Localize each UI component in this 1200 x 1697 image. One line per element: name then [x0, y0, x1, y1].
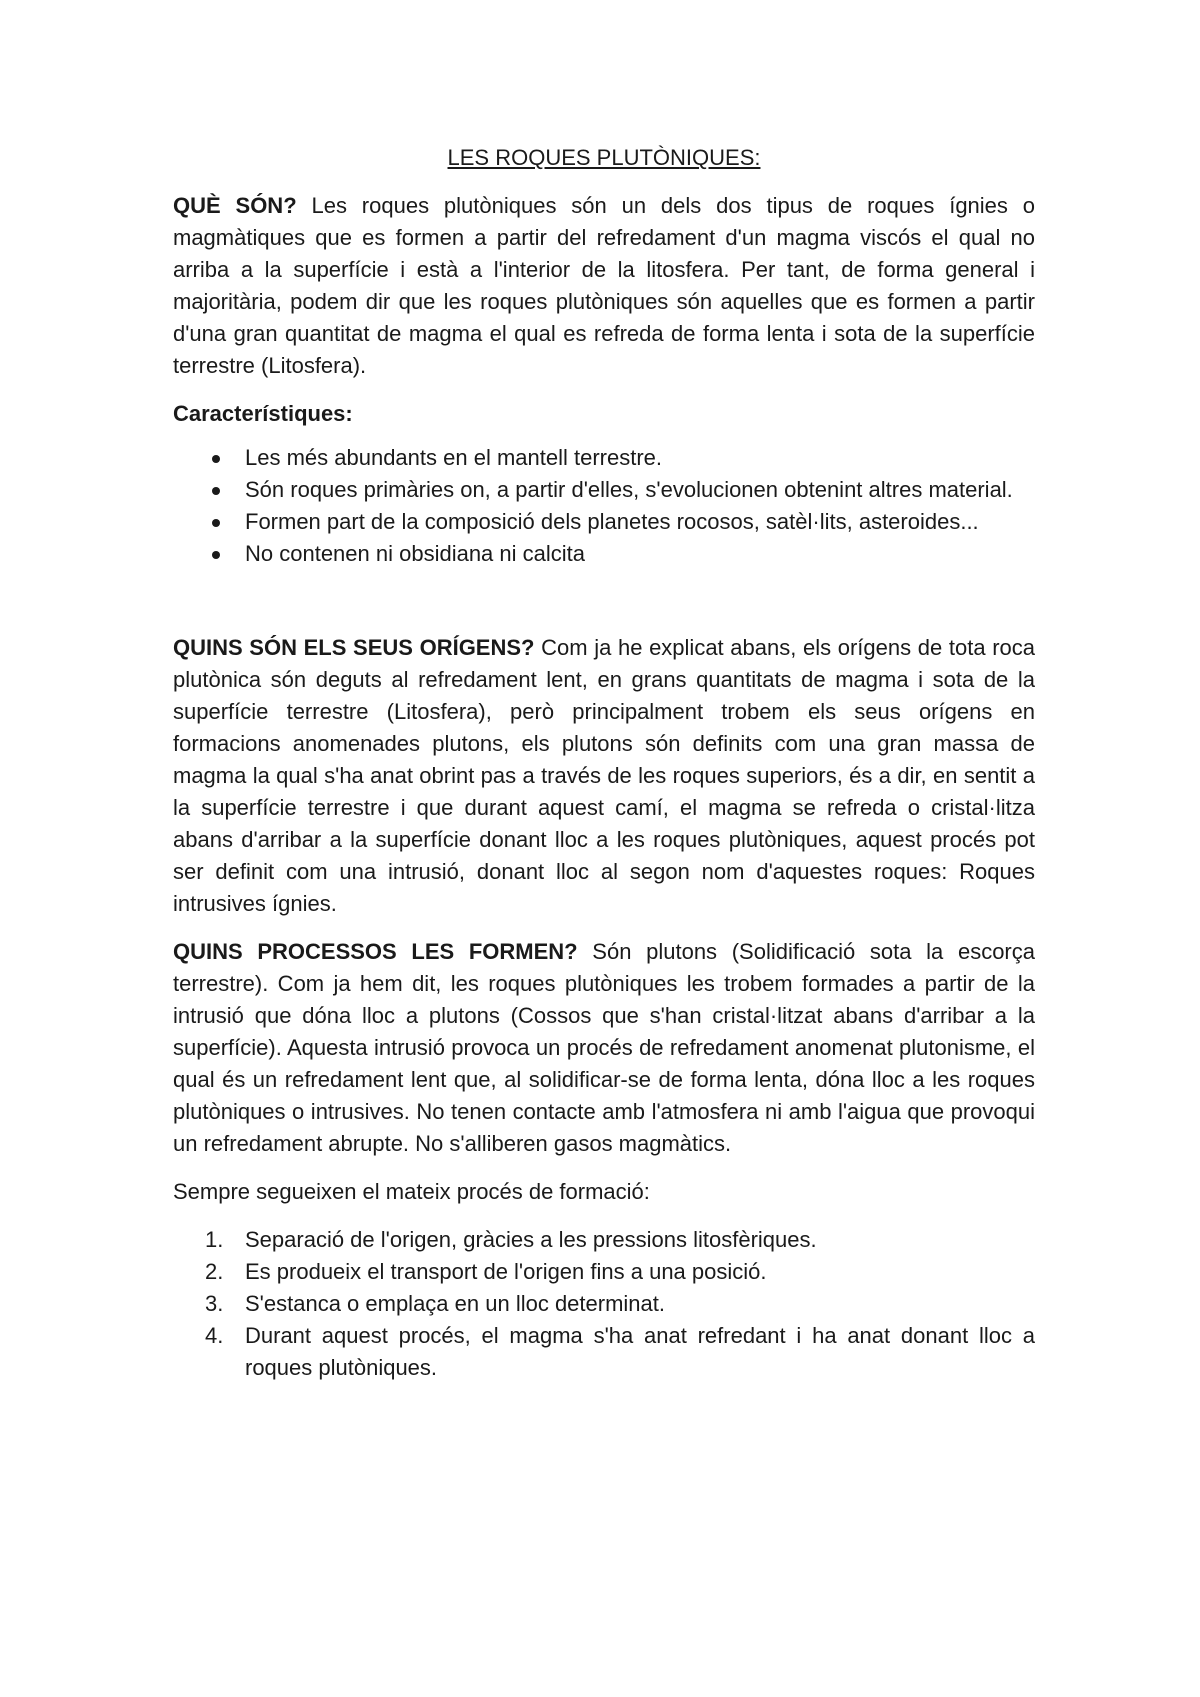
processes-lead: QUINS PROCESSOS LES FORMEN?: [173, 939, 578, 964]
list-item: [173, 474, 1035, 506]
origins-lead: QUINS SÓN ELS SEUS ORÍGENS?: [173, 635, 535, 660]
bullet-icon: [212, 487, 220, 495]
step-item: [173, 1224, 1035, 1256]
bullet-icon: [212, 551, 220, 559]
processes-text: Són plutons (Solidificació sota la escorça terrestre). Com ja hem dit, les roques plutòniques les trobem formades a partir de la intrusió que dóna lloc a plutons (Cossos que s'han cristal·litzat abans d'arribar a la superfície). Aquesta intrusió provoca un procés de refredament anomenat plutonisme, el qual és un refredament lent que, al solidificar-se de forma lenta, dóna lloc a les roques plutòniques o intrusives. No tenen contacte amb l'atmosfera ni amb l'aigua que provoqui un refredament abrupte. No s'alliberen gasos magmàtics.: [173, 939, 1035, 1156]
origins-text: Com ja he explicat abans, els orígens de tota roca plutònica són deguts al refredament lent, en grans quantitats de magma i sota de la superfície terrestre (Litosfera), però principalment trobem els seus orígens en formacions anomenades plutons, els plutons són definits com una gran massa de magma la qual s'ha anat obrint pas a través de les roques superiors, és a dir, en sentit a la superfície terrestre i que durant aquest camí, el magma se refreda o cristal·litza abans d'arribar a la superfície donant lloc a les roques plutòniques, aquest procés pot ser definit com una intrusió, donant lloc al segon nom d'aquestes roques: Roques intrusives ígnies.: [173, 635, 1035, 916]
step-text: Separació de l'origen, gràcies a les pressions litosfèriques.: [245, 1227, 817, 1252]
document-page: [173, 142, 1035, 1384]
list-item: [173, 538, 1035, 570]
intro-lead: QUÈ SÓN?: [173, 193, 297, 218]
list-item-text: No contenen ni obsidiana ni calcita: [245, 541, 586, 566]
step-number: 3.: [205, 1291, 224, 1316]
origins-paragraph: [173, 632, 1035, 920]
bullet-icon: [212, 519, 220, 527]
step-number: 2.: [205, 1259, 224, 1284]
characteristics-list: [173, 442, 1035, 570]
step-number: 1.: [205, 1227, 224, 1252]
step-text: S'estanca o emplaça en un lloc determinat.: [245, 1291, 665, 1316]
step-item: [173, 1288, 1035, 1320]
formation-intro: Sempre segueixen el mateix procés de formació:: [173, 1179, 650, 1204]
formation-steps-list: [173, 1224, 1035, 1384]
section-spacer: [173, 570, 1035, 632]
step-item: [173, 1320, 1035, 1384]
processes-paragraph: [173, 936, 1035, 1160]
step-text: Durant aquest procés, el magma s'ha anat refredant i ha anat donant lloc a roques plutòniques.: [245, 1323, 1035, 1380]
intro-paragraph: [173, 190, 1035, 382]
step-number: 4.: [205, 1323, 224, 1348]
list-item: [173, 506, 1035, 538]
intro-text: Les roques plutòniques són un dels dos tipus de roques ígnies o magmàtiques que es formen a partir del refredament d'un magma viscós el qual no arriba a la superfície i està a l'interior de la litosfera. Per tant, de forma general i majoritària, podem dir que les roques plutòniques són aquelles que es formen a partir d'una gran quantitat de magma el qual es refreda de forma lenta i sota de la superfície terrestre (Litosfera).: [173, 193, 1035, 378]
list-item-text: Són roques primàries on, a partir d'elles, s'evolucionen obtenint altres material.: [245, 477, 1013, 502]
list-item: [173, 442, 1035, 474]
step-text: Es produeix el transport de l'origen fins a una posició.: [245, 1259, 767, 1284]
bullet-icon: [212, 455, 220, 463]
characteristics-heading: Característiques:: [173, 401, 353, 426]
list-item-text: Les més abundants en el mantell terrestre.: [245, 445, 663, 470]
step-item: [173, 1256, 1035, 1288]
list-item-text: Formen part de la composició dels planetes rocosos, satèl·lits, asteroides...: [245, 509, 979, 534]
document-title: LES ROQUES PLUTÒNIQUES:: [447, 145, 761, 170]
